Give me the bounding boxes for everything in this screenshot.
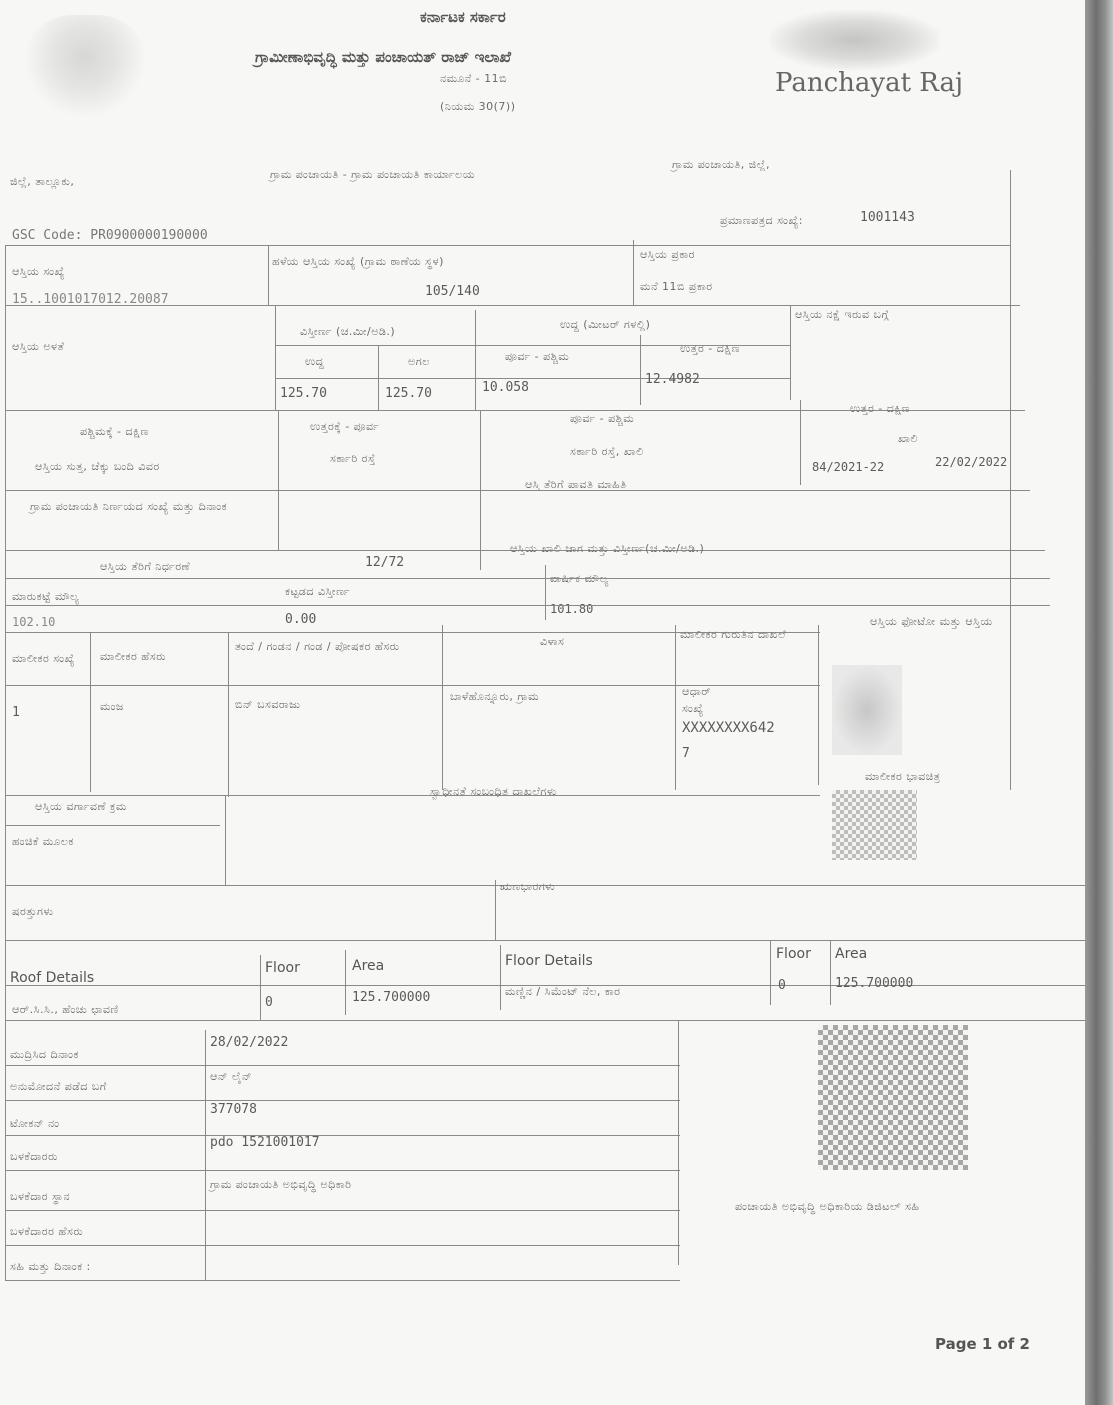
roof-details-label: Roof Details — [10, 970, 95, 986]
verification-qr-code — [818, 1025, 968, 1170]
floor-details-label: Floor Details — [505, 953, 593, 969]
token-value: 377078 — [210, 1102, 257, 1117]
old-property-number: 105/140 — [425, 284, 480, 299]
side-value: ಖಾಲಿ — [898, 432, 918, 445]
owner-photo — [832, 665, 902, 755]
roof-floor-header: Floor — [265, 960, 300, 976]
length-header: ಉದ್ದ (ಮೀಟರ್ ಗಳಲ್ಲಿ) — [560, 318, 651, 331]
user-label: ಬಳಕೆದಾರರು — [10, 1150, 58, 1163]
north-south-bound-label: ಉತ್ತರ - ದಕ್ಷಿಣ — [850, 402, 910, 415]
id-number-tail: 7 — [682, 746, 690, 761]
east-west-bound-label: ಪೂರ್ವ - ಪಶ್ಚಿಮ — [570, 412, 635, 425]
floor-header: Floor — [776, 946, 811, 962]
panchayat-logo-icon — [770, 10, 940, 70]
tax-assessment-value: 12/72 — [365, 555, 405, 570]
documents-label: ಸ್ವಾಧೀನತೆ ಸಂಬಂಧಿತ ದಾಖಲೆಗಳು — [430, 785, 557, 798]
north-south-value: 12.4982 — [645, 372, 700, 387]
office-label: ಬಳಕೆದಾರರ ಹೆಸರು — [10, 1225, 84, 1238]
floor-value: 0 — [778, 978, 786, 993]
gp-district-label: ಗ್ರಾಮ ಪಂಚಾಯತಿ, ಜಿಲ್ಲೆ, — [672, 158, 770, 171]
north-east-label: ಉತ್ತರಕ್ಕೆ - ಪೂರ್ವ — [310, 420, 380, 433]
property-qr-code — [832, 790, 917, 860]
gp-office-label: ಗ್ರಾಮ ಪಂಚಾಯತಿ - ಗ್ರಾಮ ಪಂಚಾಯತಿ ಕಾರ್ಯಾಲಯ — [270, 168, 475, 181]
certificate-number: 1001143 — [860, 210, 915, 225]
owner-number: 1 — [12, 705, 20, 720]
gsc-code: GSC Code: PR0900000190000 — [12, 228, 208, 243]
roof-floor-value: 0 — [265, 995, 273, 1010]
approval-mode-label: ಅನುಮೋದನೆ ಪಡೆದ ಬಗೆ — [10, 1080, 107, 1093]
certificate-number-label: ಪ್ರಮಾಣಪತ್ರದ ಸಂಖ್ಯೆ: — [720, 214, 804, 227]
annual-value: 102.10 — [12, 615, 56, 629]
boundary-label: ಆಸ್ತಿಯ ಸುತ್ತ, ಚೆಕ್ಕು ಬಂದಿ ವಿವರ — [35, 460, 160, 473]
page-number: Page 1 of 2 — [935, 1335, 1030, 1353]
rule-reference: (ನಿಯಮ 30(7)) — [440, 100, 516, 113]
area-sqft: 125.70 — [280, 386, 327, 401]
signature-date-label: ಸಹಿ ಮತ್ತು ದಿನಾಂಕ : — [10, 1260, 91, 1273]
property-type-label: ಆಸ್ತಿಯ ಪ್ರಕಾರ — [640, 248, 696, 261]
floor-area-value: 125.700000 — [835, 976, 914, 991]
road-value: ಸರ್ಕಾರಿ ರಸ್ತೆ, ಖಾಲಿ — [570, 445, 644, 458]
state-emblem-icon — [25, 15, 145, 120]
built-area-label: ಕಟ್ಟಡದ ವಿಸ್ತೀರ್ಣ — [285, 585, 351, 598]
department-title: ಗ್ರಾಮೀಣಾಭಿವೃದ್ಧಿ ಮತ್ತು ಪಂಚಾಯತ್ ರಾಜ್ ಇಲಾಖೆ — [255, 48, 511, 66]
property-number-label: ಆಸ್ತಿಯ ಸಂಖ್ಯೆ — [12, 265, 65, 278]
panchayat-raj-title: Panchayat Raj — [775, 68, 964, 98]
west-south-label: ಪಶ್ಚಿಮಕ್ಕೆ - ದಕ್ಷಿಣ — [80, 425, 149, 438]
id-number: XXXXXXXX642 — [682, 720, 775, 736]
district-label: ಜಿಲ್ಲೆ, ತಾಲ್ಲೂಕು, — [10, 175, 75, 188]
liabilities-label: ಋಣಭಾರಗಳು — [500, 880, 556, 893]
area-sqm-label: ಅಗಲ — [408, 355, 430, 368]
form-number: ನಮೂನೆ - 11ಬಿ — [440, 72, 508, 85]
property-measure-label: ಆಸ್ತಿಯ ಅಳತೆ — [12, 340, 65, 353]
annual-value-label: ವಾರ್ಷಿಕ ಮೌಲ್ಯ — [550, 572, 609, 585]
user-value: pdo 1521001017 — [210, 1135, 320, 1150]
paper-edge — [1085, 0, 1113, 1405]
designation-value: ಗ್ರಾಮ ಪಂಚಾಯತಿ ಅಭಿವೃದ್ಧಿ ಅಧಿಕಾರಿ — [210, 1178, 352, 1191]
owner-number-label: ಮಾಲೀಕರ ಸಂಖ್ಯೆ — [12, 652, 75, 665]
roof-area-value: 125.700000 — [352, 990, 431, 1005]
area-sqft-label: ಉದ್ದ — [305, 355, 325, 368]
owner-address: ಬಾಳೆಹೊನ್ನೂರು, ಗ್ರಾಮ — [450, 690, 540, 703]
gp-resolution-label: ಗ್ರಾಮ ಪಂಚಾಯತಿ ನಿರ್ಣಯದ ಸಂಖ್ಯೆ ಮತ್ತು ದಿನಾಂಕ — [30, 500, 228, 513]
sketch-label: ಆಸ್ತಿಯ ನಕ್ಷೆ ಇರುವ ಬಗ್ಗೆ — [795, 308, 890, 321]
old-property-number-label: ಹಳೆಯ ಆಸ್ತಿಯ ಸಂಖ್ಯೆ (ಗ್ರಾಮ ಠಾಣೆಯ ಸ್ಥಳ) — [272, 255, 444, 268]
floor-type: ಮಣ್ಣಿನ / ಸಿಮೆಂಟ್ ನೆಲ, ಕಾರ — [505, 985, 621, 998]
approval-mode: ಆನ್ ಲೈನ್ — [210, 1070, 253, 1083]
designation-label: ಬಳಕೆದಾರ ಸ್ಥಾನ — [10, 1190, 71, 1203]
id-document-label: ಮಾಲೀಕರ ಗುರುತಿನ ದಾಖಲೆ — [680, 628, 787, 641]
owner-name: ಮಂಜ — [100, 700, 124, 713]
tax-year: 84/2021-22 — [812, 460, 885, 474]
boundary-value: ಸರ್ಕಾರಿ ರಸ್ತೆ — [330, 452, 376, 465]
tax-date: 22/02/2022 — [935, 455, 1008, 469]
pdo-digital-signature: ಪಂಚಾಯತಿ ಅಭಿವೃದ್ಧಿ ಅಧಿಕಾರಿಯ ಡಿಜಿಟಲ್ ಸಹಿ — [735, 1200, 920, 1213]
print-date-label: ಮುದ್ರಿಸಿದ ದಿನಾಂಕ — [10, 1048, 79, 1061]
east-west-value: 10.058 — [482, 380, 529, 395]
floor-area-header: Area — [835, 946, 868, 962]
tax-assessment-label: ಆಸ್ತಿಯ ತೆರಿಗೆ ನಿರ್ಧರಣೆ — [100, 560, 191, 573]
site-area-value: 101.80 — [550, 602, 594, 616]
transfer-mode-value: ಹಂಚಿಕೆ ಮೂಲಕ — [12, 835, 74, 848]
photo-note: ಆಸ್ತಿಯ ಫೋಟೋ ಮತ್ತು ಆಸ್ತಿಯ — [870, 615, 993, 628]
north-south-label: ಉತ್ತರ - ದಕ್ಷಿಣ — [680, 342, 740, 355]
relation-label: ತಂದೆ / ಗಂಡನ / ಗಂಡ / ಪೋಷಕರ ಹೆಸರು — [235, 640, 400, 653]
market-value-label: ಮಾರುಕಟ್ಟೆ ಮೌಲ್ಯ — [12, 590, 80, 603]
id-type: ಆಧಾರ್ — [682, 685, 712, 698]
print-date: 28/02/2022 — [210, 1035, 289, 1050]
built-area-value: 0.00 — [285, 612, 317, 627]
govt-title: ಕರ್ನಾಟಕ ಸರ್ಕಾರ — [420, 8, 506, 26]
id-sub-label: ಸಂಖ್ಯೆ — [682, 702, 704, 715]
photo-caption: ಮಾಲೀಕರ ಭಾವಚಿತ್ರ — [865, 770, 941, 783]
site-area-label: ಆಸ್ತಿಯ ಖಾಲಿ ಜಾಗ ಮತ್ತು ವಿಸ್ತೀರ್ಣ(ಚ.ಮೀ/ಅಡಿ.) — [510, 542, 705, 555]
remarks-label: ಷರತ್ತುಗಳು — [12, 905, 54, 918]
relation-name: ಬಿನ್ ಬಸವರಾಜು — [235, 698, 301, 711]
address-label: ವಿಳಾಸ — [540, 635, 565, 648]
area-label: ವಿಸ್ತೀರ್ಣ (ಚ.ಮೀ/ಅಡಿ.) — [300, 325, 396, 338]
tax-payment-label: ಆಸ್ತಿ ತೆರಿಗೆ ಪಾವತಿ ಮಾಹಿತಿ — [525, 478, 627, 491]
roof-area-header: Area — [352, 958, 385, 974]
token-label: ಟೋಕನ್ ನಂ — [10, 1117, 60, 1130]
east-west-label: ಪೂರ್ವ - ಪಶ್ಚಿಮ — [505, 350, 570, 363]
owner-name-label: ಮಾಲೀಕರ ಹೆಸರು — [100, 650, 167, 663]
property-number: 15..1001017012.20087 — [12, 292, 169, 307]
area-sqm: 125.70 — [385, 386, 432, 401]
roof-type: ಆರ್.ಸಿ.ಸಿ., ಹೆಂಚು ಛಾವಣಿ — [12, 1003, 119, 1016]
property-type: ಮನೆ 11ಬಿ ಪ್ರಕಾರ — [640, 280, 713, 293]
transfer-mode-label: ಆಸ್ತಿಯ ವರ್ಗಾವಣೆ ಕ್ರಮ — [35, 800, 127, 813]
